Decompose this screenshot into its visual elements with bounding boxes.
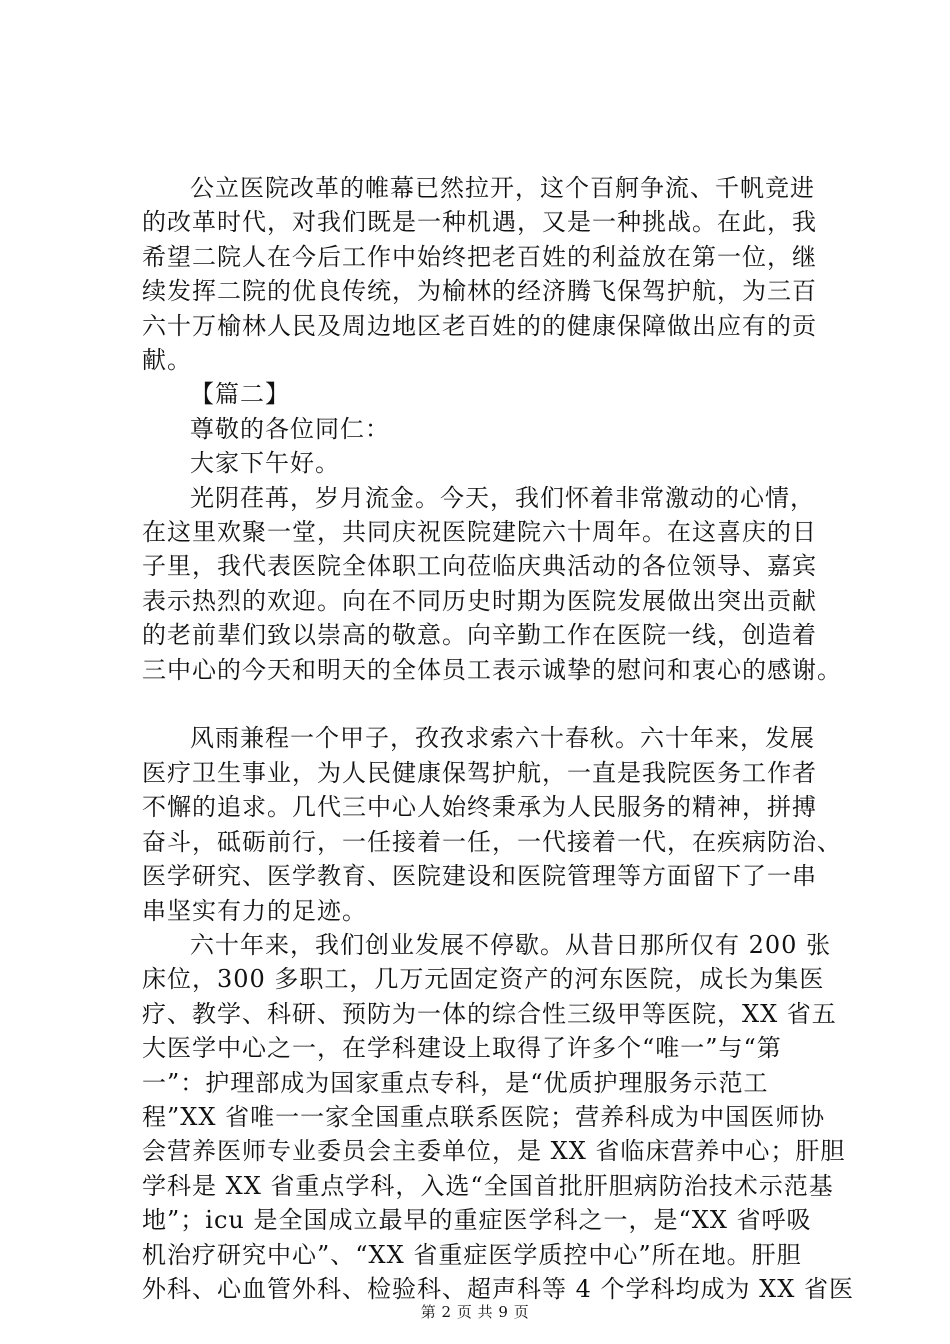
page-number-footer: 第 2 页 共 9 页 xyxy=(420,1303,530,1321)
text-line: 外科、心血管外科、检验科、超声科等 4 个学科均成为 XX 省医 xyxy=(142,1274,854,1303)
text-line: 大医学中心之一，在学科建设上取得了许多个“唯一”与“第 xyxy=(142,1034,782,1063)
text-line: 在这里欢聚一堂，共同庆祝医院建院六十周年。在这喜庆的日 xyxy=(142,518,817,547)
text-line: 医学研究、医学教育、医院建设和医院管理等方面留下了一串 xyxy=(142,862,817,891)
blank-line xyxy=(142,687,850,721)
section-heading: 【篇二】 xyxy=(190,380,290,409)
text-line: 表示热烈的欢迎。向在不同历史时期为医院发展做出突出贡献 xyxy=(142,586,817,615)
text-line: 续发挥二院的优良传统，为榆林的经济腾飞保驾护航，为三百 xyxy=(142,277,817,306)
text-line: 疗、教学、科研、预防为一体的综合性三级甲等医院，XX 省五 xyxy=(142,999,837,1028)
text-line: 不懈的追求。几代三中心人始终秉承为人民服务的精神，拼搏 xyxy=(142,793,817,822)
text-line: 一”：护理部成为国家重点专科，是“优质护理服务示范工 xyxy=(142,1068,769,1097)
text-line: 子里，我代表医院全体职工向莅临庆典活动的各位领导、嘉宾 xyxy=(142,552,817,581)
text-line: 六十万榆林人民及周边地区老百姓的的健康保障做出应有的贡 xyxy=(142,311,817,340)
text-line: 奋斗，砥砺前行，一任接着一任，一代接着一代，在疾病防治、 xyxy=(142,827,842,856)
text-line: 的改革时代，对我们既是一种机遇，又是一种挑战。在此，我 xyxy=(142,208,817,237)
salutation: 尊敬的各位同仁： xyxy=(190,414,390,443)
text-line: 希望二院人在今后工作中始终把老百姓的利益放在第一位，继 xyxy=(142,242,817,271)
text-line: 床位，300 多职工，几万元固定资产的河东医院，成长为集医 xyxy=(142,965,825,994)
text-line: 的老前辈们致以崇高的敬意。向辛勤工作在医院一线，创造着 xyxy=(142,621,817,650)
text-line: 光阴荏苒，岁月流金。今天，我们怀着非常激动的心情， xyxy=(190,483,815,512)
text-line: 风雨兼程一个甲子，孜孜求索六十春秋。六十年来，发展 xyxy=(190,724,815,753)
greeting: 大家下午好。 xyxy=(190,449,340,478)
text-line: 公立医院改革的帷幕已然拉开，这个百舸争流、千帆竞进 xyxy=(190,174,815,202)
text-line: 六十年来，我们创业发展不停歇。从昔日那所仅有 200 张 xyxy=(190,930,832,959)
text-line: 程”XX 省唯一一家全国重点联系医院；营养科成为中国医师协 xyxy=(142,1102,826,1131)
text-line: 医疗卫生事业，为人民健康保驾护航，一直是我院医务工作者 xyxy=(142,758,817,787)
text-line: 会营养医师专业委员会主委单位，是 XX 省临床营养中心；肝胆 xyxy=(142,1137,846,1166)
text-line: 地”；icu 是全国成立最早的重症医学科之一，是“XX 省呼吸 xyxy=(142,1206,812,1235)
text-line: 机治疗研究中心”、“XX 省重症医学质控中心”所在地。肝胆 xyxy=(142,1240,802,1269)
text-line: 学科是 XX 省重点学科，入选“全国首批肝胆病防治技术示范基 xyxy=(142,1171,834,1200)
document-body xyxy=(142,171,854,1306)
text-line: 献。 xyxy=(142,346,192,375)
text-line: 串坚实有力的足迹。 xyxy=(142,896,367,925)
text-line: 三中心的今天和明天的全体员工表示诚挚的慰问和衷心的感谢。 xyxy=(142,655,842,684)
